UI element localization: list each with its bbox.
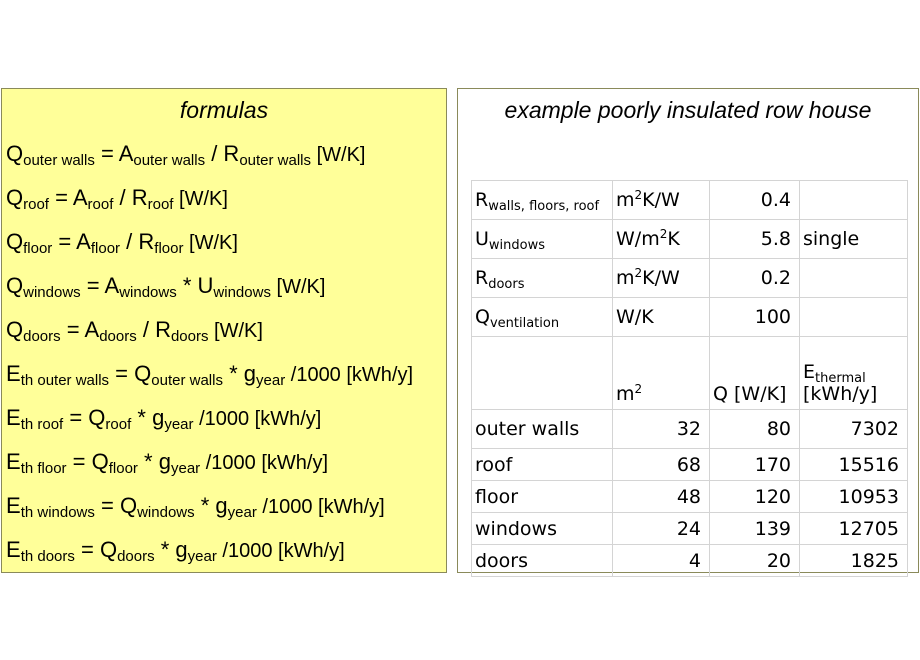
param-name-cell [472, 259, 613, 298]
formula-symbol: g [158, 449, 171, 474]
param-unit-exponent: 2 [634, 188, 643, 202]
formula-subscript: windows [213, 284, 271, 301]
formula-operator: = [80, 273, 105, 298]
formula-line [6, 141, 365, 167]
formula-subscript: th windows [20, 504, 95, 521]
header-energy [800, 337, 908, 410]
formula-symbol: A [76, 229, 91, 254]
param-unit: K/W [642, 267, 680, 289]
formula-unit: [W/K] [183, 232, 238, 254]
param-name-cell [472, 181, 613, 220]
formula-symbol: A [104, 273, 120, 298]
formula-symbol: E [6, 405, 21, 430]
row-label: roof [472, 449, 613, 481]
formula-symbol: g [243, 361, 257, 386]
row-energy: 7302 [800, 410, 908, 449]
formula-operator: = [74, 537, 100, 562]
formula-unit: [W/K] [311, 144, 366, 166]
param-symbol: Q [475, 306, 490, 328]
formula-operator: = [60, 317, 85, 342]
formula-subscript: doors [23, 328, 61, 345]
formula-symbol: E [6, 493, 21, 518]
header-area [613, 337, 710, 410]
formula-line [6, 273, 325, 299]
formula-symbol: A [84, 317, 100, 342]
formula-line [6, 229, 238, 255]
header-energy-unit: [kWh/y] [803, 383, 878, 405]
row-energy: 12705 [800, 513, 908, 545]
formula-subscript: roof [87, 196, 114, 213]
formula-symbol: Q [6, 317, 24, 342]
formula-operator: * [131, 405, 153, 430]
formula-line [6, 317, 263, 343]
header-energy-subscript: thermal [815, 371, 866, 386]
formula-operator: = [66, 449, 92, 474]
formula-subscript: floor [90, 240, 121, 257]
header-area-exponent: 2 [634, 382, 643, 396]
formula-operator: = [48, 185, 73, 210]
param-unit: W/K [616, 306, 654, 328]
formula-subscript: year [170, 460, 201, 477]
formula-symbol: E [6, 449, 21, 474]
param-value: 0.2 [710, 259, 800, 298]
formula-operator: * [222, 361, 244, 386]
formula-subscript: outer walls [239, 152, 312, 169]
param-unit: K [667, 228, 680, 250]
param-subscript: walls, floors, roof [488, 199, 600, 214]
row-heat-loss: 170 [710, 449, 800, 481]
param-symbol: R [475, 267, 489, 289]
param-row [472, 259, 908, 298]
row-area: 48 [613, 481, 710, 513]
formula-subscript: outer walls [23, 152, 95, 169]
formula-subscript: year [164, 416, 194, 433]
formula-unit: [W/K] [173, 188, 228, 210]
param-value: 100 [710, 298, 800, 337]
formula-symbol: Q [88, 405, 106, 430]
table-row [472, 513, 908, 545]
formula-operator: * [176, 273, 198, 298]
param-unit: W/m [616, 228, 660, 250]
formula-operator: = [63, 405, 89, 430]
formula-symbol: Q [99, 537, 118, 562]
formula-operator: * [137, 449, 159, 474]
formula-subscript: doors [117, 548, 155, 565]
formula-symbol: A [118, 141, 134, 166]
formula-symbol: Q [134, 361, 152, 386]
example-title: example poorly insulated row house [504, 97, 872, 123]
formula-operator: / [113, 185, 132, 210]
formula-symbol: g [215, 493, 228, 518]
formula-subscript: windows [119, 284, 177, 301]
formula-operator: = [94, 141, 119, 166]
table-row [472, 545, 908, 577]
row-label: outer walls [472, 410, 613, 449]
param-note [800, 181, 908, 220]
formula-line [6, 493, 385, 519]
formula-unit: /1000 [kWh/y] [216, 540, 345, 562]
row-area: 4 [613, 545, 710, 577]
header-area-unit: m [616, 383, 635, 405]
param-symbol: U [475, 228, 489, 250]
formula-operator: = [109, 361, 135, 386]
formula-subscript: doors [170, 328, 209, 345]
formula-subscript: roof [105, 416, 132, 433]
param-value: 5.8 [710, 220, 800, 259]
param-name-cell [472, 220, 613, 259]
formula-symbol: Q [6, 185, 24, 210]
param-subscript: doors [488, 277, 525, 292]
formula-symbol: Q [91, 449, 109, 474]
table-header-row [472, 337, 908, 410]
table-row [472, 481, 908, 513]
formula-symbol: A [72, 185, 88, 210]
formula-unit: [W/K] [270, 276, 326, 298]
formula-line [6, 405, 321, 431]
param-name-cell [472, 298, 613, 337]
row-area: 24 [613, 513, 710, 545]
param-value: 0.4 [710, 181, 800, 220]
formula-subscript: th roof [20, 416, 64, 433]
formula-operator: * [194, 493, 216, 518]
formula-operator: / [205, 141, 224, 166]
param-unit: m [616, 189, 635, 211]
row-area: 32 [613, 410, 710, 449]
formula-symbol: Q [6, 141, 24, 166]
formula-unit: /1000 [kWh/y] [200, 452, 329, 474]
formula-symbol: R [155, 317, 171, 342]
formula-operator: * [154, 537, 176, 562]
row-energy: 15516 [800, 449, 908, 481]
row-heat-loss: 80 [710, 410, 800, 449]
formula-subscript: year [227, 504, 257, 521]
formula-line [6, 185, 228, 211]
formula-unit: /1000 [kWh/y] [285, 364, 414, 386]
row-label: windows [472, 513, 613, 545]
header-blank-cell [472, 337, 613, 410]
param-unit-cell [613, 298, 710, 337]
param-symbol: R [475, 189, 489, 211]
row-energy: 10953 [800, 481, 908, 513]
formulas-title: formulas [179, 97, 269, 123]
formula-subscript: year [256, 372, 286, 389]
formula-subscript: outer walls [151, 372, 223, 389]
formula-unit: [W/K] [208, 320, 263, 342]
formula-symbol: R [223, 141, 240, 166]
table-row [472, 449, 908, 481]
param-unit-cell [613, 220, 710, 259]
header-heat-loss: Q [W/K] [710, 337, 800, 410]
formula-subscript: outer walls [133, 152, 206, 169]
formula-operator: / [136, 317, 156, 342]
formula-subscript: floor [154, 240, 184, 257]
param-note: single [800, 220, 908, 259]
formula-subscript: floor [108, 460, 138, 477]
formula-operator: = [52, 229, 77, 254]
formula-subscript: windows [137, 504, 195, 521]
formula-subscript: roof [147, 196, 174, 213]
row-label: doors [472, 545, 613, 577]
formula-subscript: windows [23, 284, 81, 301]
formula-operator: = [94, 493, 120, 518]
param-unit-exponent: 2 [659, 227, 668, 241]
row-heat-loss: 139 [710, 513, 800, 545]
param-row [472, 298, 908, 337]
formula-symbol: R [138, 229, 155, 254]
formula-line [6, 361, 413, 387]
formula-symbol: U [197, 273, 214, 298]
formula-line [6, 537, 345, 563]
param-unit-exponent: 2 [634, 266, 643, 280]
formula-operator: / [120, 229, 139, 254]
formula-line [6, 449, 328, 475]
formula-unit: /1000 [kWh/y] [256, 496, 385, 518]
formula-unit: /1000 [kWh/y] [193, 408, 322, 430]
formula-symbol: g [175, 537, 188, 562]
row-label: floor [472, 481, 613, 513]
example-panel [457, 88, 919, 573]
example-table [471, 180, 908, 577]
param-note [800, 298, 908, 337]
formula-symbol: Q [119, 493, 138, 518]
formula-subscript: floor [23, 240, 53, 257]
formula-subscript: th outer walls [20, 372, 110, 389]
param-unit-cell [613, 181, 710, 220]
formula-symbol: E [6, 537, 21, 562]
param-row [472, 181, 908, 220]
param-unit: m [616, 267, 635, 289]
formulas-panel [1, 88, 447, 573]
param-unit-cell [613, 259, 710, 298]
row-energy: 1825 [800, 545, 908, 577]
formula-subscript: doors [99, 328, 137, 345]
table-row [472, 410, 908, 449]
formula-symbol: R [131, 185, 148, 210]
param-subscript: windows [488, 238, 546, 253]
param-row [472, 220, 908, 259]
param-subscript: ventilation [489, 316, 560, 331]
header-energy-symbol: E [803, 361, 816, 383]
row-heat-loss: 20 [710, 545, 800, 577]
formula-symbol: Q [6, 229, 24, 254]
formula-subscript: th floor [20, 460, 67, 477]
row-heat-loss: 120 [710, 481, 800, 513]
formula-subscript: year [187, 548, 217, 565]
formula-symbol: E [6, 361, 21, 386]
formula-symbol: Q [6, 273, 24, 298]
formula-subscript: th doors [20, 548, 75, 565]
param-unit: K/W [642, 189, 680, 211]
formula-symbol: g [152, 405, 165, 430]
row-area: 68 [613, 449, 710, 481]
param-note [800, 259, 908, 298]
formula-subscript: roof [23, 196, 49, 213]
